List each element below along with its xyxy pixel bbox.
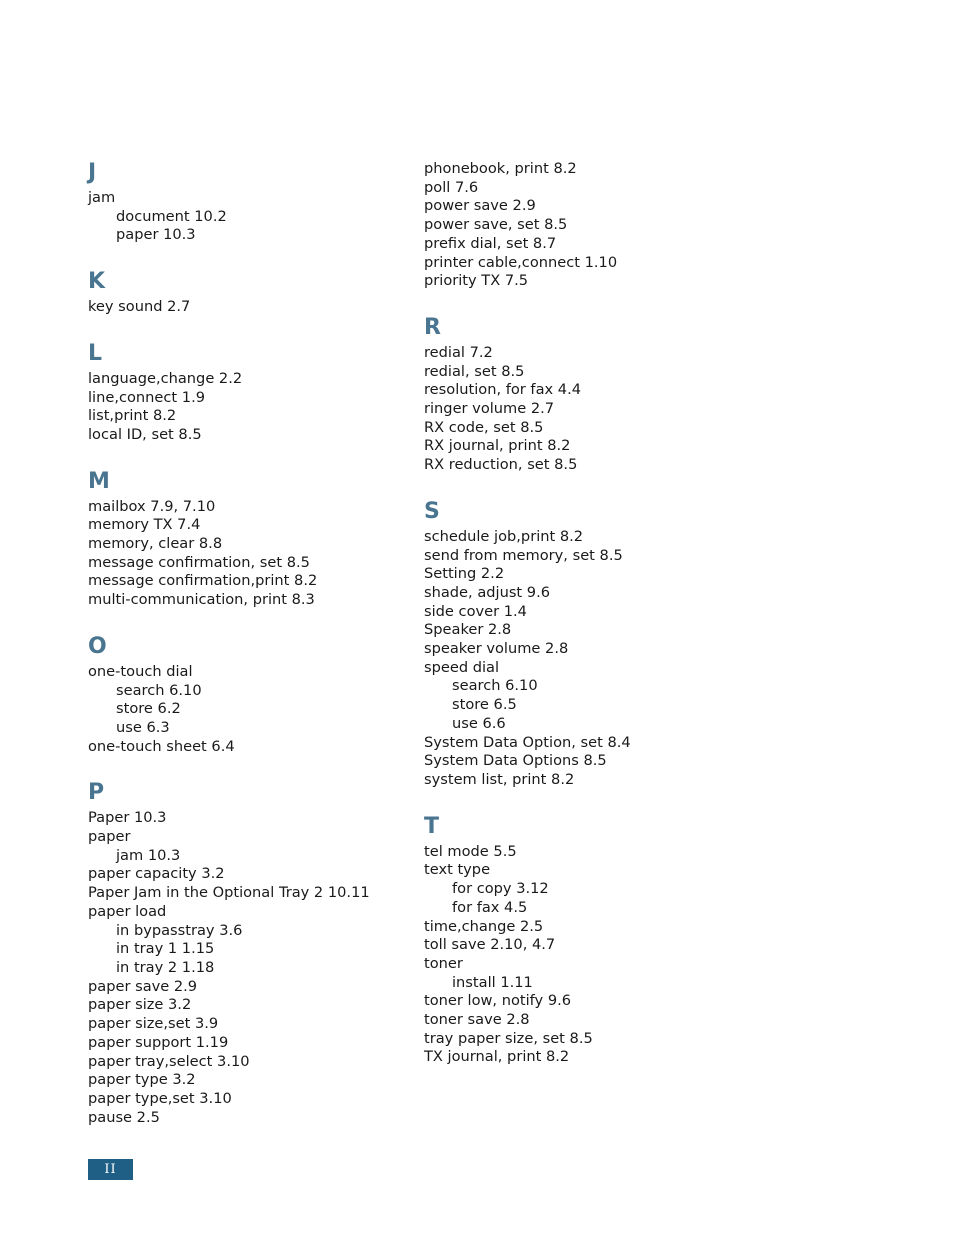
index-entry: paper type 3.2 [88, 1071, 196, 1089]
index-section [88, 269, 418, 317]
index-entry: list,print 8.2 [88, 407, 177, 425]
index-entry: TX journal, print 8.2 [424, 1048, 570, 1066]
index-letter-heading: J [88, 160, 97, 185]
index-letter-heading: L [88, 340, 103, 366]
index-entry: speed dial [424, 658, 500, 676]
index-entry: Speaker 2.8 [424, 621, 512, 639]
index-entry: system list, print 8.2 [424, 770, 575, 788]
index-letter-heading: K [88, 269, 106, 295]
index-entry: multi-communication, print 8.3 [88, 591, 315, 609]
index-letter-heading: R [424, 314, 441, 340]
index-entry: power save, set 8.5 [424, 216, 568, 234]
index-entry: redial, set 8.5 [424, 362, 525, 380]
index-entry: printer cable,connect 1.10 [424, 253, 618, 271]
index-section [88, 160, 418, 245]
index-entry: toll save 2.10, 4.7 [424, 936, 556, 954]
index-entry: key sound 2.7 [88, 298, 191, 316]
index-subentry: use 6.3 [116, 718, 170, 736]
index-entry: schedule job,print 8.2 [424, 527, 584, 545]
index-entry: resolution, for fax 4.4 [424, 381, 581, 399]
index-entry: RX reduction, set 8.5 [424, 456, 578, 474]
index-letter-heading: T [424, 813, 440, 839]
index-entry: text type [424, 861, 491, 879]
index-entry: memory TX 7.4 [88, 516, 201, 534]
index-entry: paper size,set 3.9 [88, 1015, 219, 1033]
index-entry: line,connect 1.9 [88, 388, 205, 406]
index-subentry: paper 10.3 [116, 226, 196, 244]
index-section [424, 315, 764, 475]
index-subentry: store 6.2 [116, 700, 181, 718]
index-entry: Paper 10.3 [88, 809, 167, 827]
index-entry: message confirmation,print 8.2 [88, 572, 318, 590]
index-entry: tel mode 5.5 [424, 842, 517, 860]
index-entry: jam [88, 189, 116, 206]
index-entry: one-touch dial [88, 662, 193, 680]
index-entry: paper save 2.9 [88, 977, 198, 995]
index-subentry: install 1.11 [452, 973, 533, 991]
index-subentry: use 6.6 [452, 714, 506, 732]
index-entry: paper type,set 3.10 [88, 1089, 232, 1107]
index-entry: paper tray,select 3.10 [88, 1052, 250, 1070]
index-entry: one-touch sheet 6.4 [88, 737, 235, 755]
index-subentry: for fax 4.5 [452, 898, 528, 916]
index-column-left [88, 160, 418, 1151]
index-letter-heading: S [424, 498, 440, 524]
index-section [88, 780, 418, 1127]
index-entry: toner [424, 954, 463, 972]
index-section [424, 499, 764, 790]
index-entry: Paper Jam in the Optional Tray 2 10.11 [88, 884, 370, 902]
index-entry: send from memory, set 8.5 [424, 546, 623, 564]
index-entry: pause 2.5 [88, 1108, 160, 1126]
index-entry: RX code, set 8.5 [424, 418, 544, 436]
index-subentry: search 6.10 [452, 677, 538, 695]
index-entry: System Data Option, set 8.4 [424, 733, 631, 751]
index-entry: shade, adjust 9.6 [424, 583, 550, 601]
index-subentry: in tray 1 1.15 [116, 940, 215, 958]
index-entry: paper load [88, 902, 167, 920]
index-section [424, 814, 764, 1067]
index-subentry: for copy 3.12 [452, 880, 549, 898]
index-entry: paper size 3.2 [88, 996, 192, 1014]
index-entry: paper support 1.19 [88, 1033, 229, 1051]
index-column-right [424, 160, 764, 1091]
index-section [424, 160, 764, 291]
index-entry: toner low, notify 9.6 [424, 992, 572, 1010]
index-subentry: search 6.10 [116, 681, 202, 699]
index-subentry: jam 10.3 [116, 846, 181, 864]
index-entry: prefix dial, set 8.7 [424, 234, 557, 252]
index-letter-heading: P [88, 780, 105, 806]
index-entry: memory, clear 8.8 [88, 535, 223, 553]
index-entry: priority TX 7.5 [424, 272, 529, 290]
index-entry: tray paper size, set 8.5 [424, 1029, 593, 1047]
index-entry: local ID, set 8.5 [88, 425, 202, 443]
index-entry: time,change 2.5 [424, 917, 544, 935]
index-subentry: in bypasstray 3.6 [116, 921, 243, 939]
index-section [88, 341, 418, 445]
index-entry: mailbox 7.9, 7.10 [88, 497, 216, 515]
index-subentry: document 10.2 [116, 207, 227, 225]
index-subentry: in tray 2 1.18 [116, 958, 215, 976]
index-letter-heading: O [88, 633, 107, 659]
index-letter-heading: M [88, 468, 110, 494]
index-subentry: store 6.5 [452, 696, 517, 714]
index-entry: paper [88, 828, 131, 846]
index-section [88, 634, 418, 757]
index-section [88, 469, 418, 610]
index-entry: System Data Options 8.5 [424, 752, 607, 770]
index-entry: RX journal, print 8.2 [424, 437, 571, 455]
index-entry: speaker volume 2.8 [424, 640, 569, 658]
page-number: II [88, 1159, 133, 1180]
index-entry: redial 7.2 [424, 343, 493, 361]
index-entry: language,change 2.2 [88, 369, 243, 387]
index-entry: phonebook, print 8.2 [424, 160, 577, 177]
index-entry: paper capacity 3.2 [88, 865, 225, 883]
index-entry: toner save 2.8 [424, 1011, 530, 1029]
index-entry: ringer volume 2.7 [424, 400, 555, 418]
index-entry: message confirmation, set 8.5 [88, 553, 310, 571]
index-entry: poll 7.6 [424, 178, 479, 196]
index-entry: side cover 1.4 [424, 602, 527, 620]
index-entry: Setting 2.2 [424, 565, 505, 583]
index-entry: power save 2.9 [424, 197, 536, 215]
